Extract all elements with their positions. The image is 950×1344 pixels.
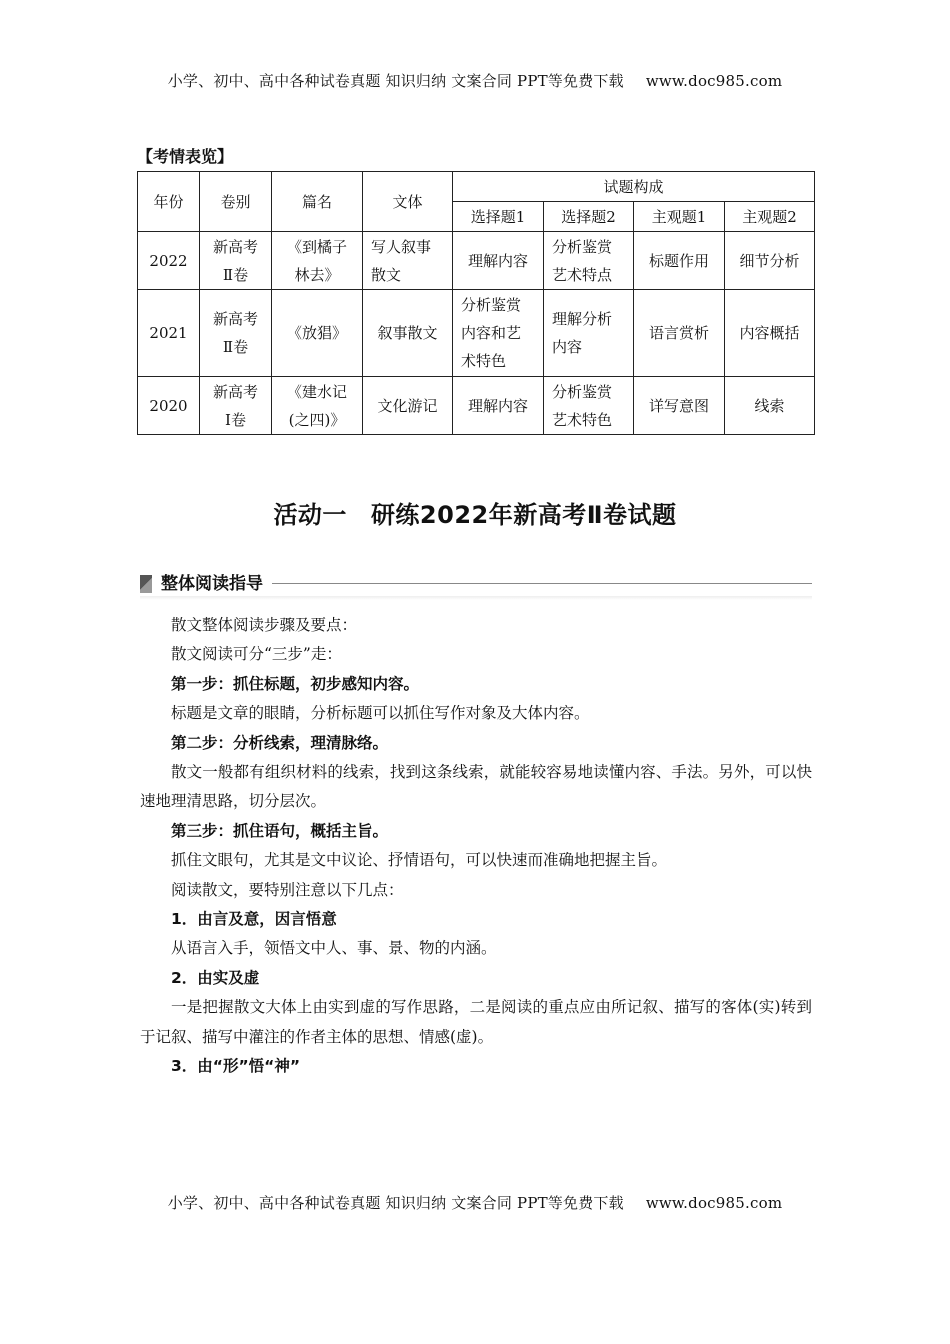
header-year: 年份 — [138, 172, 200, 232]
cell-year: 2020 — [138, 377, 200, 435]
cell-genre: 叙事散文 — [363, 290, 453, 377]
point-heading-2: 2．由实及虚 — [171, 968, 260, 987]
subsection-marker-icon — [140, 575, 152, 593]
paragraph: 抓住文眼句，尤其是文中议论、抒情语句，可以快速而准确地把握主旨。 — [171, 851, 668, 870]
cell-article: 《建水记 (之四)》 — [272, 377, 363, 435]
cell-genre: 文化游记 — [363, 377, 453, 435]
paragraph: 散文阅读可分“三步”走： — [171, 645, 342, 664]
table-row — [138, 377, 815, 435]
point-heading-1: 1．由言及意，因言悟意 — [171, 910, 337, 929]
cell-choice-2: 分析鉴赏 艺术特点 — [544, 232, 634, 290]
table-row — [138, 290, 815, 377]
cell-genre: 写人叙事 散文 — [363, 232, 453, 290]
page-header-banner — [0, 70, 950, 91]
header-genre: 文体 — [363, 172, 453, 232]
cell-choice-2: 分析鉴赏 艺术特色 — [544, 377, 634, 435]
exam-overview-table — [137, 171, 815, 435]
header-paper: 卷别 — [200, 172, 272, 232]
point-heading-3: 3．由“形”悟“神” — [171, 1057, 301, 1076]
cell-article: 《到橘子 林去》 — [272, 232, 363, 290]
cell-year: 2021 — [138, 290, 200, 377]
cell-subjective-1: 详写意图 — [634, 377, 725, 435]
header-structure: 试题构成 — [453, 172, 815, 202]
cell-choice-1: 理解内容 — [453, 377, 544, 435]
paragraph: 散文整体阅读步骤及要点： — [171, 616, 358, 634]
cell-subjective-2: 细节分析 — [725, 232, 815, 290]
exam-overview-title: 【考情表览】 — [137, 147, 234, 166]
banner-text: 小学、初中、高中各种试卷真题 知识归纳 文案合同 PPT等免费下载 — [167, 72, 624, 90]
banner-url[interactable]: www.doc985.com — [645, 1194, 783, 1212]
paragraph: 一是把握散文大体上由实到虚的写作思路，二是阅读的重点应由所记叙、描写的客体(实)转到于记叙、描写中灌注的作者主体的思想、情感(虚)。 — [140, 998, 812, 1046]
paragraph: 阅读散文，要特别注意以下几点： — [171, 880, 404, 899]
section-activity-label: 活动一 — [273, 501, 347, 529]
table-header-row — [138, 172, 815, 202]
subsection-label: 整体阅读指导 — [161, 574, 263, 594]
cell-year: 2022 — [138, 232, 200, 290]
cell-choice-1: 分析鉴赏 内容和艺 术特色 — [453, 290, 544, 377]
page-footer-banner — [0, 1192, 950, 1213]
header-subjective-2: 主观题2 — [725, 202, 815, 232]
paragraph: 从语言入手，领悟文中人、事、景、物的内涵。 — [171, 939, 497, 958]
subsection-bar — [140, 572, 812, 598]
paragraph: 标题是文章的眼睛，分析标题可以抓住写作对象及大体内容。 — [171, 704, 590, 723]
section-title — [0, 495, 950, 530]
cell-choice-2: 理解分析 内容 — [544, 290, 634, 377]
header-subjective-1: 主观题1 — [634, 202, 725, 232]
banner-url[interactable]: www.doc985.com — [645, 72, 783, 90]
cell-article: 《放猖》 — [272, 290, 363, 377]
header-choice-1: 选择题1 — [453, 202, 544, 232]
cell-choice-1: 理解内容 — [453, 232, 544, 290]
body-text — [140, 611, 812, 1082]
paragraph: 散文一般都有组织材料的线索，找到这条线索，就能较容易地读懂内容、手法。另外，可以快速地理清思路，切分层次。 — [140, 763, 812, 811]
cell-subjective-2: 线索 — [725, 377, 815, 435]
cell-subjective-2: 内容概括 — [725, 290, 815, 377]
step-heading-3: 第三步：抓住语句，概括主旨。 — [171, 821, 389, 840]
header-choice-2: 选择题2 — [544, 202, 634, 232]
step-heading-1: 第一步：抓住标题，初步感知内容。 — [171, 674, 420, 693]
cell-subjective-1: 语言赏析 — [634, 290, 725, 377]
section-title-text: 研练2022年新高考Ⅱ卷试题 — [370, 501, 677, 529]
cell-paper: 新高考 Ⅰ卷 — [200, 377, 272, 435]
header-article: 篇名 — [272, 172, 363, 232]
subsection-divider — [272, 583, 812, 584]
cell-paper: 新高考 Ⅱ卷 — [200, 290, 272, 377]
table-row — [138, 232, 815, 290]
step-heading-2: 第二步：分析线索，理清脉络。 — [171, 733, 389, 752]
banner-text: 小学、初中、高中各种试卷真题 知识归纳 文案合同 PPT等免费下载 — [167, 1194, 624, 1212]
cell-subjective-1: 标题作用 — [634, 232, 725, 290]
cell-paper: 新高考 Ⅱ卷 — [200, 232, 272, 290]
